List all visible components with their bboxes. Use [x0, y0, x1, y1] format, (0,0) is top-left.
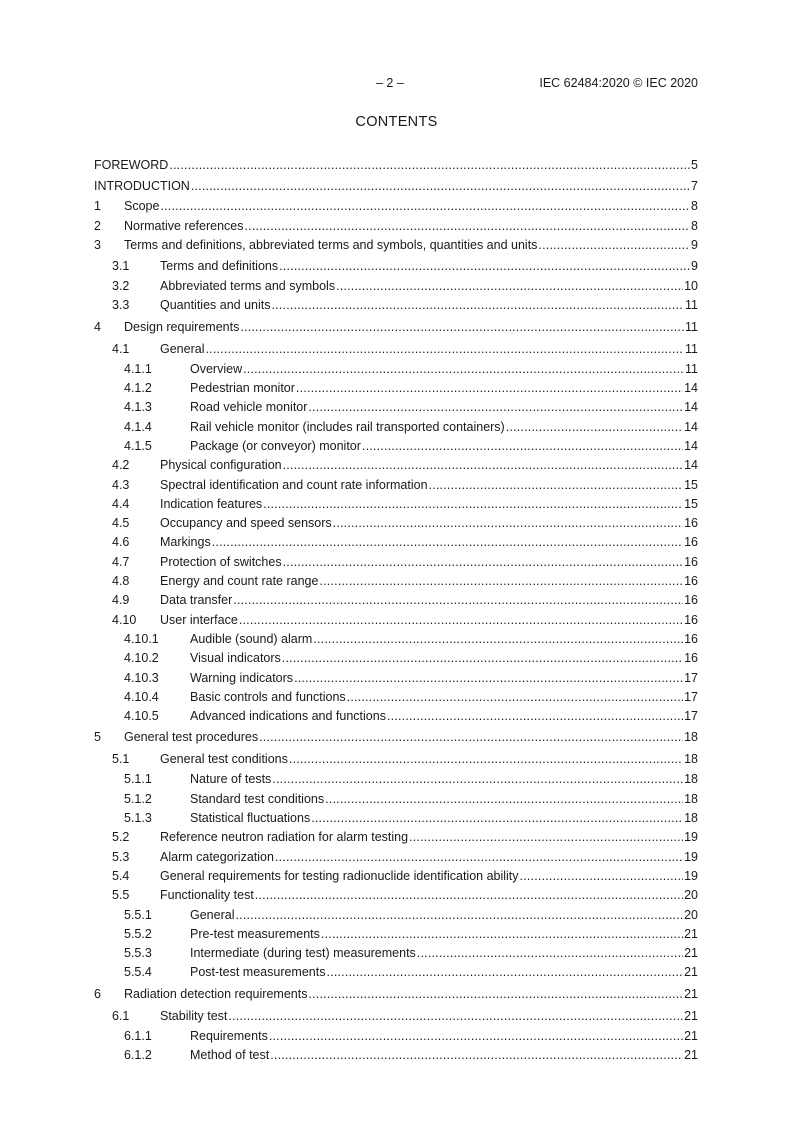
toc-dot-leader [259, 726, 683, 748]
toc-entry-label: Audible (sound) alarm [190, 630, 313, 649]
toc-entry-line [124, 316, 698, 338]
toc-entry-number: 5.1 [112, 752, 130, 767]
toc-entry-line [160, 748, 698, 770]
toc-entry-number: 4.5 [112, 516, 130, 531]
toc-entry-label: Pedestrian monitor [190, 379, 296, 398]
toc-entry[interactable] [94, 1027, 698, 1046]
toc-entry-label: Markings [160, 533, 212, 552]
toc-entry-label: Basic controls and functions [190, 688, 347, 707]
toc-entry[interactable] [94, 925, 698, 944]
toc-entry-number: 4.10.4 [124, 689, 159, 704]
toc-entry-page: 17 [684, 689, 698, 704]
toc-dot-leader [311, 809, 683, 828]
toc-entry-number: 4.4 [112, 496, 130, 511]
toc-entry-number: 5.5 [112, 888, 130, 903]
toc-dot-leader [275, 848, 683, 867]
toc-dot-leader [239, 611, 683, 630]
toc-entry-label: General [160, 338, 205, 360]
toc-entry[interactable] [94, 175, 698, 197]
toc-entry-page: 16 [684, 554, 698, 569]
toc-entry-page: 16 [684, 516, 698, 531]
toc-entry-page: 21 [684, 986, 698, 1001]
toc-entry-page: 21 [684, 965, 698, 980]
toc-entry[interactable] [94, 277, 698, 296]
toc-entry[interactable] [94, 867, 698, 886]
toc-entry-line [160, 255, 698, 277]
toc-entry-page: 14 [684, 419, 698, 434]
toc-entry-label: General [190, 906, 235, 925]
toc-entry-number: 3.2 [112, 279, 130, 294]
toc-entry-label: Nature of tests [190, 770, 272, 789]
toc-entry-number: 4.2 [112, 458, 130, 473]
toc-entry-page: 10 [684, 279, 698, 294]
toc-entry-line [160, 476, 698, 495]
table-of-contents [94, 156, 698, 1065]
toc-entry-page: 18 [684, 730, 698, 745]
toc-entry-label: Statistical fluctuations [190, 809, 311, 828]
page-header [0, 76, 793, 92]
toc-entry-line [160, 1005, 698, 1027]
toc-entry-line [190, 649, 698, 668]
toc-entry-number: 5.5.1 [124, 907, 152, 922]
toc-dot-leader [538, 236, 690, 255]
toc-dot-leader [240, 316, 684, 338]
toc-entry[interactable] [94, 688, 698, 707]
toc-entry[interactable] [94, 906, 698, 925]
toc-dot-leader [255, 886, 683, 905]
toc-entry[interactable] [94, 669, 698, 688]
toc-entry-line [124, 236, 698, 255]
toc-entry-label: Reference neutron radiation for alarm testing [160, 828, 409, 847]
toc-entry-label: Advanced indications and functions [190, 707, 387, 726]
toc-entry-label: Alarm categorization [160, 848, 275, 867]
toc-entry[interactable] [94, 963, 698, 982]
toc-entry-line [124, 983, 698, 1005]
toc-entry-number: 6.1.2 [124, 1047, 152, 1062]
toc-entry-number: 4.1.4 [124, 419, 152, 434]
toc-entry-label: General test conditions [160, 748, 289, 770]
toc-entry-line [160, 848, 698, 867]
toc-entry-label: Indication features [160, 495, 263, 514]
toc-entry-page: 5 [691, 158, 698, 172]
toc-entry-page: 14 [684, 400, 698, 415]
toc-entry-number: 1 [94, 199, 101, 214]
toc-dot-leader [263, 495, 683, 514]
toc-entry-page: 18 [684, 811, 698, 826]
toc-entry-line [160, 277, 698, 296]
toc-entry-page: 14 [684, 381, 698, 396]
toc-entry[interactable] [94, 316, 698, 338]
toc-entry[interactable] [94, 1005, 698, 1027]
toc-dot-leader [279, 255, 690, 277]
page-number: – 2 – [376, 76, 404, 90]
toc-entry-page: 16 [684, 612, 698, 627]
toc-entry[interactable] [94, 398, 698, 417]
toc-dot-leader [283, 553, 684, 572]
toc-entry-label: General requirements for testing radionuclide identification ability [160, 867, 520, 886]
toc-entry-page: 8 [691, 199, 698, 214]
toc-entry-number: 4 [94, 319, 101, 334]
toc-entry[interactable] [94, 591, 698, 610]
toc-dot-leader [160, 197, 690, 216]
toc-dot-leader [325, 790, 683, 809]
toc-entry-label: Energy and count rate range [160, 572, 319, 591]
toc-entry-line [190, 790, 698, 809]
toc-entry[interactable] [94, 1046, 698, 1065]
toc-entry-page: 16 [684, 593, 698, 608]
toc-entry-line [124, 197, 698, 216]
toc-entry-number: 4.1.2 [124, 381, 152, 396]
toc-entry[interactable] [94, 790, 698, 809]
toc-entry-page: 21 [684, 926, 698, 941]
toc-entry-page: 16 [684, 574, 698, 589]
toc-entry[interactable] [94, 748, 698, 770]
toc-entry-label: Road vehicle monitor [190, 398, 308, 417]
toc-dot-leader [272, 296, 685, 315]
toc-entry[interactable] [94, 886, 698, 905]
toc-entry-label: Physical configuration [160, 456, 283, 475]
toc-entry-line [160, 828, 698, 847]
toc-entry[interactable] [94, 296, 698, 315]
toc-entry-page: 17 [684, 709, 698, 724]
document-reference: IEC 62484:2020 © IEC 2020 [539, 76, 698, 90]
toc-entry-line [190, 360, 698, 379]
toc-entry-number: 6.1 [112, 1008, 130, 1023]
toc-entry-line [190, 770, 698, 789]
toc-entry-page: 18 [684, 791, 698, 806]
toc-entry[interactable] [94, 726, 698, 748]
toc-entry-label: Terms and definitions, abbreviated terms and symbols, quantities and units [124, 236, 538, 255]
toc-entry-line [160, 456, 698, 475]
toc-entry-label: Scope [124, 197, 160, 216]
toc-entry-page: 21 [684, 1028, 698, 1043]
toc-entry-page: 11 [685, 341, 698, 356]
toc-entry-page: 20 [684, 907, 698, 922]
toc-entry[interactable] [94, 456, 698, 475]
toc-entry[interactable] [94, 514, 698, 533]
toc-entry-line [190, 688, 698, 707]
toc-dot-leader [333, 514, 683, 533]
toc-entry-number: 4.3 [112, 477, 130, 492]
toc-entry-line [160, 886, 698, 905]
toc-entry-number: 3.1 [112, 259, 130, 274]
toc-entry[interactable] [94, 418, 698, 437]
toc-entry-page: 21 [684, 946, 698, 961]
toc-entry-page: 21 [684, 1047, 698, 1062]
toc-entry-number: 5.1.2 [124, 791, 152, 806]
toc-dot-leader [321, 925, 683, 944]
toc-entry-number: 6.1.1 [124, 1028, 152, 1043]
toc-entry-number: 4.1.5 [124, 438, 152, 453]
toc-entry-number: 4.10.2 [124, 651, 159, 666]
toc-dot-leader [191, 175, 690, 197]
toc-entry[interactable] [94, 236, 698, 255]
toc-entry-label: INTRODUCTION [94, 175, 191, 197]
toc-entry-line [160, 611, 698, 630]
toc-dot-leader [362, 437, 683, 456]
toc-entry-page: 19 [684, 849, 698, 864]
toc-entry-label: Standard test conditions [190, 790, 325, 809]
toc-entry-line [190, 1027, 698, 1046]
toc-entry[interactable] [94, 553, 698, 572]
toc-dot-leader [233, 591, 683, 610]
toc-entry-number: 3.3 [112, 298, 130, 313]
toc-entry-number: 5.1.1 [124, 772, 152, 787]
toc-entry-page: 18 [684, 772, 698, 787]
toc-entry-line [124, 726, 698, 748]
toc-entry-page: 11 [685, 361, 698, 376]
toc-entry-line [190, 1046, 698, 1065]
toc-entry-number: 3 [94, 237, 101, 252]
toc-entry-label: Pre-test measurements [190, 925, 321, 944]
toc-dot-leader [282, 649, 683, 668]
toc-entry-label: Terms and definitions [160, 255, 279, 277]
toc-entry-page: 11 [685, 319, 698, 334]
toc-entry-line [94, 156, 698, 175]
toc-entry-line [160, 572, 698, 591]
toc-dot-leader [243, 360, 684, 379]
toc-dot-leader [212, 533, 683, 552]
toc-entry-label: Data transfer [160, 591, 233, 610]
toc-entry-line [190, 925, 698, 944]
toc-entry-label: Spectral identification and count rate information [160, 476, 429, 495]
toc-dot-leader [319, 572, 683, 591]
toc-entry-label: Overview [190, 360, 243, 379]
toc-dot-leader [283, 456, 683, 475]
toc-entry-label: User interface [160, 611, 239, 630]
toc-dot-leader [269, 1027, 683, 1046]
toc-entry-page: 15 [684, 477, 698, 492]
toc-entry-label: Requirements [190, 1027, 269, 1046]
toc-dot-leader [409, 828, 683, 847]
toc-entry-number: 4.1.3 [124, 400, 152, 415]
toc-entry-number: 4.10.3 [124, 670, 159, 685]
toc-entry-line [160, 867, 698, 886]
toc-entry-label: Abbreviated terms and symbols [160, 277, 336, 296]
toc-entry[interactable] [94, 611, 698, 630]
toc-entry-page: 20 [684, 888, 698, 903]
toc-entry-label: Rail vehicle monitor (includes rail transported containers) [190, 418, 506, 437]
toc-entry-label: Protection of switches [160, 553, 283, 572]
toc-entry-line [190, 669, 698, 688]
toc-entry-page: 7 [691, 179, 698, 194]
toc-entry-number: 4.1.1 [124, 361, 152, 376]
toc-entry-page: 18 [684, 752, 698, 767]
toc-entry[interactable] [94, 156, 698, 175]
toc-entry-line [190, 398, 698, 417]
toc-entry-number: 4.9 [112, 593, 130, 608]
toc-dot-leader [270, 1046, 683, 1065]
toc-dot-leader [347, 688, 683, 707]
toc-entry-line [190, 944, 698, 963]
toc-entry-page: 16 [684, 651, 698, 666]
toc-entry-number: 4.8 [112, 574, 130, 589]
page-title: CONTENTS [355, 114, 438, 130]
toc-entry-number: 5.4 [112, 868, 130, 883]
toc-entry[interactable] [94, 770, 698, 789]
toc-dot-leader [296, 379, 683, 398]
toc-entry-number: 5.5.4 [124, 965, 152, 980]
toc-dot-leader [294, 669, 683, 688]
toc-entry-page: 19 [684, 868, 698, 883]
toc-entry-number: 5.2 [112, 830, 130, 845]
toc-entry-label: Post-test measurements [190, 963, 326, 982]
toc-entry-number: 4.6 [112, 535, 130, 550]
toc-entry[interactable] [94, 630, 698, 649]
toc-entry-number: 4.10.1 [124, 631, 159, 646]
toc-entry-line [160, 338, 698, 360]
toc-entry-number: 5.3 [112, 849, 130, 864]
toc-entry-label: Radiation detection requirements [124, 983, 308, 1005]
toc-entry-line [190, 906, 698, 925]
toc-dot-leader [169, 156, 690, 175]
toc-entry-line [94, 175, 698, 197]
toc-entry[interactable] [94, 379, 698, 398]
toc-entry-label: Design requirements [124, 316, 240, 338]
toc-entry-label: General test procedures [124, 726, 259, 748]
toc-entry-page: 11 [685, 298, 698, 313]
toc-entry-number: 4.7 [112, 554, 130, 569]
toc-entry-line [190, 630, 698, 649]
toc-entry-page: 8 [691, 218, 698, 233]
toc-entry-page: 14 [684, 458, 698, 473]
toc-entry[interactable] [94, 572, 698, 591]
toc-entry[interactable] [94, 197, 698, 216]
toc-entry-page: 21 [684, 1008, 698, 1023]
toc-entry-page: 16 [684, 631, 698, 646]
toc-entry-number: 4.10.5 [124, 709, 159, 724]
toc-entry-line [160, 495, 698, 514]
toc-entry-label: Package (or conveyor) monitor [190, 437, 362, 456]
toc-entry-page: 9 [691, 237, 698, 252]
toc-entry[interactable] [94, 828, 698, 847]
toc-entry-line [160, 553, 698, 572]
toc-entry-number: 5.5.2 [124, 926, 152, 941]
toc-entry-number: 4.10 [112, 612, 137, 627]
toc-entry-line [190, 379, 698, 398]
toc-dot-leader [313, 630, 683, 649]
toc-entry-line [190, 418, 698, 437]
toc-entry-label: Normative references [124, 217, 245, 236]
toc-dot-leader [387, 707, 683, 726]
toc-entry-number: 2 [94, 218, 101, 233]
toc-entry-label: Visual indicators [190, 649, 282, 668]
toc-entry-label: Functionality test [160, 886, 255, 905]
toc-entry-line [190, 437, 698, 456]
toc-entry-label: Intermediate (during test) measurements [190, 944, 417, 963]
toc-entry-label: Stability test [160, 1005, 228, 1027]
toc-entry-line [160, 591, 698, 610]
toc-dot-leader [520, 867, 684, 886]
toc-entry-number: 5.5.3 [124, 946, 152, 961]
toc-entry[interactable] [94, 533, 698, 552]
toc-entry-label: FOREWORD [94, 156, 169, 175]
toc-entry-line [124, 217, 698, 236]
toc-dot-leader [235, 906, 683, 925]
toc-entry-number: 4.1 [112, 341, 130, 356]
toc-entry[interactable] [94, 495, 698, 514]
toc-entry[interactable] [94, 707, 698, 726]
toc-entry[interactable] [94, 944, 698, 963]
toc-entry-label: Occupancy and speed sensors [160, 514, 333, 533]
toc-dot-leader [308, 983, 683, 1005]
toc-entry[interactable] [94, 338, 698, 360]
toc-entry-page: 19 [684, 830, 698, 845]
toc-entry-line [160, 533, 698, 552]
toc-entry-page: 9 [691, 259, 698, 274]
toc-dot-leader [205, 338, 684, 360]
toc-dot-leader [336, 277, 683, 296]
toc-entry-page: 16 [684, 535, 698, 550]
toc-entry[interactable] [94, 255, 698, 277]
toc-entry-line [190, 809, 698, 828]
toc-entry-page: 15 [684, 496, 698, 511]
toc-dot-leader [228, 1005, 683, 1027]
toc-entry-line [160, 514, 698, 533]
toc-entry-line [190, 963, 698, 982]
toc-entry-label: Method of test [190, 1046, 270, 1065]
toc-dot-leader [272, 770, 683, 789]
toc-entry[interactable] [94, 983, 698, 1005]
toc-dot-leader [326, 963, 683, 982]
toc-entry-line [190, 707, 698, 726]
toc-entry[interactable] [94, 649, 698, 668]
toc-entry-line [160, 296, 698, 315]
toc-dot-leader [289, 748, 683, 770]
toc-entry-page: 14 [684, 438, 698, 453]
toc-dot-leader [506, 418, 683, 437]
toc-dot-leader [429, 476, 684, 495]
toc-entry-number: 5 [94, 730, 101, 745]
toc-entry[interactable] [94, 848, 698, 867]
toc-entry[interactable] [94, 360, 698, 379]
toc-entry-label: Quantities and units [160, 296, 272, 315]
toc-dot-leader [308, 398, 683, 417]
toc-entry-number: 5.1.3 [124, 811, 152, 826]
toc-entry-page: 17 [684, 670, 698, 685]
toc-entry-label: Warning indicators [190, 669, 294, 688]
toc-entry[interactable] [94, 437, 698, 456]
toc-entry[interactable] [94, 217, 698, 236]
toc-entry[interactable] [94, 476, 698, 495]
toc-entry-number: 6 [94, 986, 101, 1001]
toc-dot-leader [245, 217, 691, 236]
toc-dot-leader [417, 944, 683, 963]
toc-entry[interactable] [94, 809, 698, 828]
